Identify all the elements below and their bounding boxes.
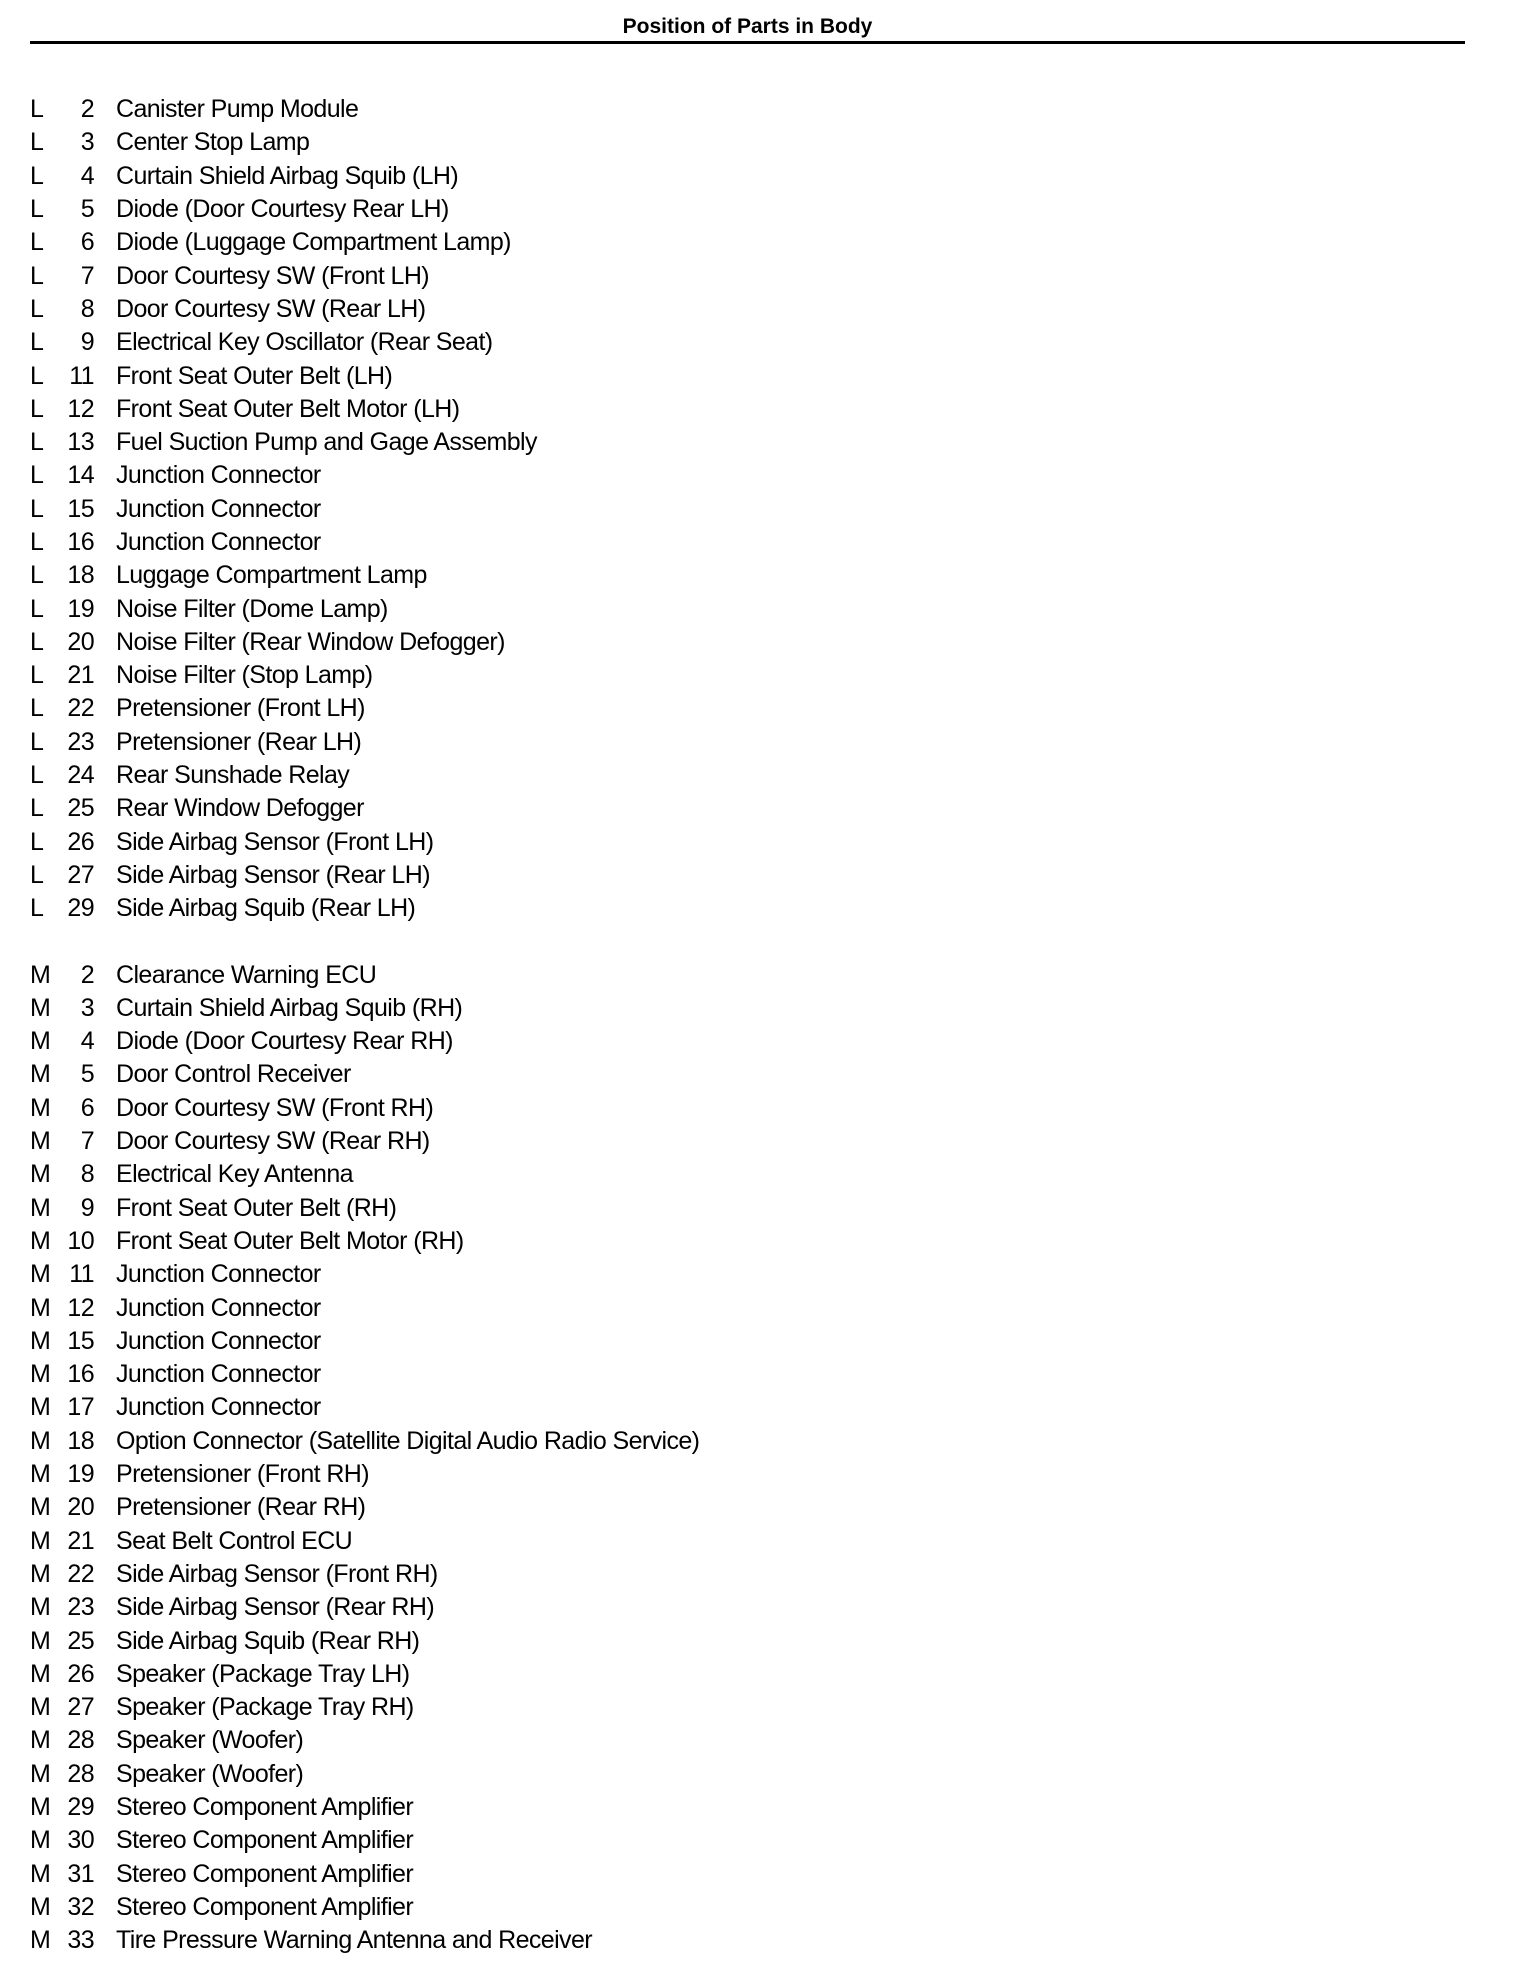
part-name: Junction Connector <box>116 1360 321 1389</box>
list-item <box>30 626 1430 659</box>
list-item <box>30 1458 1430 1491</box>
part-code: L <box>30 361 44 390</box>
part-name: Canister Pump Module <box>116 95 359 124</box>
part-name: Front Seat Outer Belt Motor (RH) <box>116 1226 464 1255</box>
part-name: Side Airbag Squib (Rear LH) <box>116 894 416 923</box>
list-item <box>30 1924 1430 1957</box>
part-name: Junction Connector <box>116 494 321 523</box>
part-code: M <box>30 1493 51 1522</box>
parts-list <box>30 93 1430 1957</box>
part-code: L <box>30 528 44 556</box>
part-code: L <box>30 694 44 723</box>
part-name: Curtain Shield Airbag Squib (RH) <box>116 993 463 1022</box>
part-number: 32 <box>67 1892 94 1921</box>
list-item <box>30 659 1430 692</box>
part-number: 29 <box>67 894 94 923</box>
part-number: 27 <box>67 860 94 889</box>
part-name: Front Seat Outer Belt (RH) <box>116 1193 397 1222</box>
part-number: 2 <box>80 960 94 989</box>
list-item <box>30 1524 1430 1557</box>
part-code: M <box>30 993 51 1022</box>
list-item <box>30 526 1430 559</box>
part-number: 25 <box>67 794 94 823</box>
part-name: Center Stop Lamp <box>116 128 310 157</box>
part-code: M <box>30 1193 51 1222</box>
part-name: Speaker (Package Tray LH) <box>116 1659 410 1688</box>
list-item <box>30 1125 1430 1158</box>
part-name: Junction Connector <box>116 528 321 556</box>
part-code: L <box>30 727 44 756</box>
list-item <box>30 1092 1430 1125</box>
list-item <box>30 992 1430 1025</box>
part-code: M <box>30 1659 51 1688</box>
list-item <box>30 459 1430 492</box>
part-code: M <box>30 960 51 989</box>
part-code: L <box>30 95 44 124</box>
part-number: 4 <box>80 161 94 190</box>
part-number: 21 <box>67 1526 94 1555</box>
list-item <box>30 1691 1430 1724</box>
part-number: 5 <box>80 195 94 224</box>
part-name: Noise Filter (Rear Window Defogger) <box>116 627 505 656</box>
list-item <box>30 1658 1430 1691</box>
part-number: 23 <box>67 727 94 756</box>
part-name: Stereo Component Amplifier <box>116 1792 414 1821</box>
part-code: M <box>30 1260 51 1289</box>
part-code: L <box>30 594 44 623</box>
part-name: Door Courtesy SW (Rear LH) <box>116 294 426 323</box>
list-item <box>30 193 1430 226</box>
part-number: 9 <box>80 328 94 357</box>
part-code: L <box>30 860 44 889</box>
page-title: Position of Parts in Body <box>622 15 873 38</box>
list-item <box>30 160 1430 193</box>
list-item <box>30 1258 1430 1291</box>
part-name: Pretensioner (Rear LH) <box>116 727 362 756</box>
part-name: Junction Connector <box>116 1326 321 1355</box>
part-code: M <box>30 1127 51 1156</box>
list-item <box>30 1591 1430 1624</box>
part-code: L <box>30 128 44 157</box>
part-number: 15 <box>67 1326 94 1355</box>
part-name: Luggage Compartment Lamp <box>116 561 427 590</box>
part-number: 13 <box>67 428 94 457</box>
list-item <box>30 1192 1430 1225</box>
part-name: Junction Connector <box>116 1260 321 1289</box>
part-code: L <box>30 228 44 257</box>
list-item <box>30 559 1430 592</box>
part-number: 7 <box>80 1127 94 1156</box>
part-number: 24 <box>67 761 94 790</box>
part-number: 19 <box>67 1460 94 1489</box>
list-item <box>30 1891 1430 1924</box>
list-item <box>30 859 1430 892</box>
part-number: 28 <box>67 1726 94 1755</box>
part-code: L <box>30 461 44 490</box>
part-number: 31 <box>67 1859 94 1888</box>
part-name: Pretensioner (Front RH) <box>116 1460 369 1489</box>
part-name: Electrical Key Antenna <box>116 1160 353 1189</box>
part-number: 22 <box>67 694 94 723</box>
part-number: 17 <box>67 1393 94 1422</box>
part-code: M <box>30 1060 51 1089</box>
part-code: M <box>30 1293 51 1322</box>
list-item <box>30 259 1430 292</box>
part-code: L <box>30 294 44 323</box>
part-number: 2 <box>80 95 94 124</box>
part-name: Side Airbag Sensor (Rear RH) <box>116 1593 435 1622</box>
part-number: 28 <box>67 1759 94 1788</box>
part-name: Door Control Receiver <box>116 1060 351 1089</box>
list-item <box>30 1025 1430 1058</box>
part-number: 26 <box>67 827 94 856</box>
part-code: L <box>30 328 44 357</box>
part-number: 30 <box>67 1826 94 1855</box>
part-code: M <box>30 1360 51 1389</box>
part-name: Stereo Component Amplifier <box>116 1826 414 1855</box>
list-item <box>30 726 1430 759</box>
part-number: 29 <box>67 1792 94 1821</box>
part-code: L <box>30 428 44 457</box>
part-code: L <box>30 261 44 290</box>
list-item <box>30 1791 1430 1824</box>
part-number: 6 <box>80 1093 94 1122</box>
part-code: L <box>30 394 44 423</box>
list-item <box>30 692 1430 725</box>
part-code: M <box>30 1626 51 1655</box>
part-name: Diode (Door Courtesy Rear LH) <box>116 195 449 224</box>
list-item <box>30 826 1430 859</box>
part-name: Side Airbag Sensor (Front LH) <box>116 827 434 856</box>
list-item <box>30 958 1430 991</box>
part-name: Junction Connector <box>116 1293 321 1322</box>
part-number: 26 <box>67 1659 94 1688</box>
list-item <box>30 326 1430 359</box>
part-code: M <box>30 1726 51 1755</box>
list-item <box>30 1058 1430 1091</box>
part-code: L <box>30 794 44 823</box>
part-name: Side Airbag Squib (Rear RH) <box>116 1626 420 1655</box>
part-number: 5 <box>80 1060 94 1089</box>
part-code: L <box>30 161 44 190</box>
part-name: Door Courtesy SW (Front LH) <box>116 261 430 290</box>
part-code: M <box>30 1326 51 1355</box>
part-name: Junction Connector <box>116 1393 321 1422</box>
part-name: Side Airbag Sensor (Front RH) <box>116 1559 438 1588</box>
part-name: Rear Window Defogger <box>116 794 364 823</box>
part-number: 12 <box>67 1293 94 1322</box>
part-code: M <box>30 1393 51 1422</box>
part-name: Fuel Suction Pump and Gage Assembly <box>116 428 537 457</box>
title-divider <box>30 41 1465 44</box>
part-name: Electrical Key Oscillator (Rear Seat) <box>116 328 493 357</box>
part-name: Speaker (Woofer) <box>116 1726 304 1755</box>
part-code: L <box>30 827 44 856</box>
part-code: L <box>30 661 44 690</box>
part-name: Front Seat Outer Belt (LH) <box>116 361 393 390</box>
part-name: Pretensioner (Front LH) <box>116 694 365 723</box>
part-code: M <box>30 1859 51 1888</box>
part-name: Noise Filter (Dome Lamp) <box>116 594 388 623</box>
part-number: 6 <box>80 228 94 257</box>
part-name: Pretensioner (Rear RH) <box>116 1493 366 1522</box>
part-name: Tire Pressure Warning Antenna and Receiver <box>116 1926 592 1955</box>
part-number: 3 <box>80 993 94 1022</box>
list-item <box>30 1358 1430 1391</box>
part-number: 27 <box>67 1693 94 1722</box>
part-name: Clearance Warning ECU <box>116 960 377 989</box>
part-code: M <box>30 1460 51 1489</box>
part-code: M <box>30 1759 51 1788</box>
part-number: 22 <box>67 1559 94 1588</box>
part-name: Seat Belt Control ECU <box>116 1526 353 1555</box>
part-code: M <box>30 1826 51 1855</box>
part-code: M <box>30 1926 51 1955</box>
list-item <box>30 293 1430 326</box>
part-code: M <box>30 1526 51 1555</box>
list-item <box>30 592 1430 625</box>
part-name: Speaker (Package Tray RH) <box>116 1693 414 1722</box>
list-item <box>30 1158 1430 1191</box>
part-code: M <box>30 1027 51 1056</box>
list-item <box>30 359 1430 392</box>
part-number: 4 <box>80 1027 94 1056</box>
parts-group <box>30 958 1430 1957</box>
part-number: 10 <box>67 1226 94 1255</box>
part-number: 20 <box>67 627 94 656</box>
list-item <box>30 1558 1430 1591</box>
list-item <box>30 93 1430 126</box>
list-item <box>30 1325 1430 1358</box>
parts-group <box>30 93 1430 925</box>
part-name: Door Courtesy SW (Front RH) <box>116 1093 434 1122</box>
list-item <box>30 1758 1430 1791</box>
part-number: 11 <box>69 361 94 390</box>
part-number: 8 <box>80 1160 94 1189</box>
part-number: 16 <box>67 1360 94 1389</box>
part-code: M <box>30 1593 51 1622</box>
part-name: Curtain Shield Airbag Squib (LH) <box>116 161 459 190</box>
list-item <box>30 126 1430 159</box>
part-code: M <box>30 1426 51 1455</box>
list-item <box>30 1724 1430 1757</box>
part-code: L <box>30 627 44 656</box>
list-item <box>30 1291 1430 1324</box>
part-number: 11 <box>69 1260 94 1289</box>
part-name: Side Airbag Sensor (Rear LH) <box>116 860 430 889</box>
part-number: 3 <box>80 128 94 157</box>
part-code: M <box>30 1093 51 1122</box>
list-item <box>30 1491 1430 1524</box>
list-item <box>30 792 1430 825</box>
part-name: Option Connector (Satellite Digital Audio Radio Service) <box>116 1426 700 1455</box>
part-number: 18 <box>67 1426 94 1455</box>
list-item <box>30 1391 1430 1424</box>
part-number: 23 <box>67 1593 94 1622</box>
part-code: M <box>30 1226 51 1255</box>
list-item <box>30 226 1430 259</box>
part-name: Junction Connector <box>116 461 321 490</box>
part-name: Diode (Door Courtesy Rear RH) <box>116 1027 453 1056</box>
list-item <box>30 426 1430 459</box>
part-code: M <box>30 1160 51 1189</box>
part-number: 16 <box>67 528 94 556</box>
list-item <box>30 1624 1430 1657</box>
list-item <box>30 1425 1430 1458</box>
part-number: 21 <box>67 661 94 690</box>
part-code: M <box>30 1559 51 1588</box>
part-number: 14 <box>67 461 94 490</box>
part-name: Stereo Component Amplifier <box>116 1892 414 1921</box>
part-number: 8 <box>80 294 94 323</box>
list-item <box>30 1225 1430 1258</box>
list-item <box>30 759 1430 792</box>
part-code: M <box>30 1693 51 1722</box>
part-name: Door Courtesy SW (Rear RH) <box>116 1127 430 1156</box>
list-item <box>30 1857 1430 1890</box>
part-name: Rear Sunshade Relay <box>116 761 350 790</box>
part-code: M <box>30 1892 51 1921</box>
part-code: L <box>30 561 44 590</box>
part-name: Stereo Component Amplifier <box>116 1859 414 1888</box>
part-code: L <box>30 894 44 923</box>
part-number: 33 <box>67 1926 94 1955</box>
part-code: L <box>30 761 44 790</box>
part-number: 18 <box>67 561 94 590</box>
part-number: 25 <box>67 1626 94 1655</box>
part-name: Diode (Luggage Compartment Lamp) <box>116 228 511 257</box>
part-name: Front Seat Outer Belt Motor (LH) <box>116 394 460 423</box>
part-code: L <box>30 195 44 224</box>
list-item <box>30 892 1430 925</box>
list-item <box>30 493 1430 526</box>
part-number: 7 <box>80 261 94 290</box>
part-number: 9 <box>80 1193 94 1222</box>
part-code: L <box>30 494 44 523</box>
part-number: 19 <box>67 594 94 623</box>
part-number: 12 <box>67 394 94 423</box>
part-name: Speaker (Woofer) <box>116 1759 304 1788</box>
part-number: 15 <box>67 494 94 523</box>
list-item <box>30 393 1430 426</box>
part-code: M <box>30 1792 51 1821</box>
list-item <box>30 1824 1430 1857</box>
part-name: Noise Filter (Stop Lamp) <box>116 661 373 690</box>
part-number: 20 <box>67 1493 94 1522</box>
